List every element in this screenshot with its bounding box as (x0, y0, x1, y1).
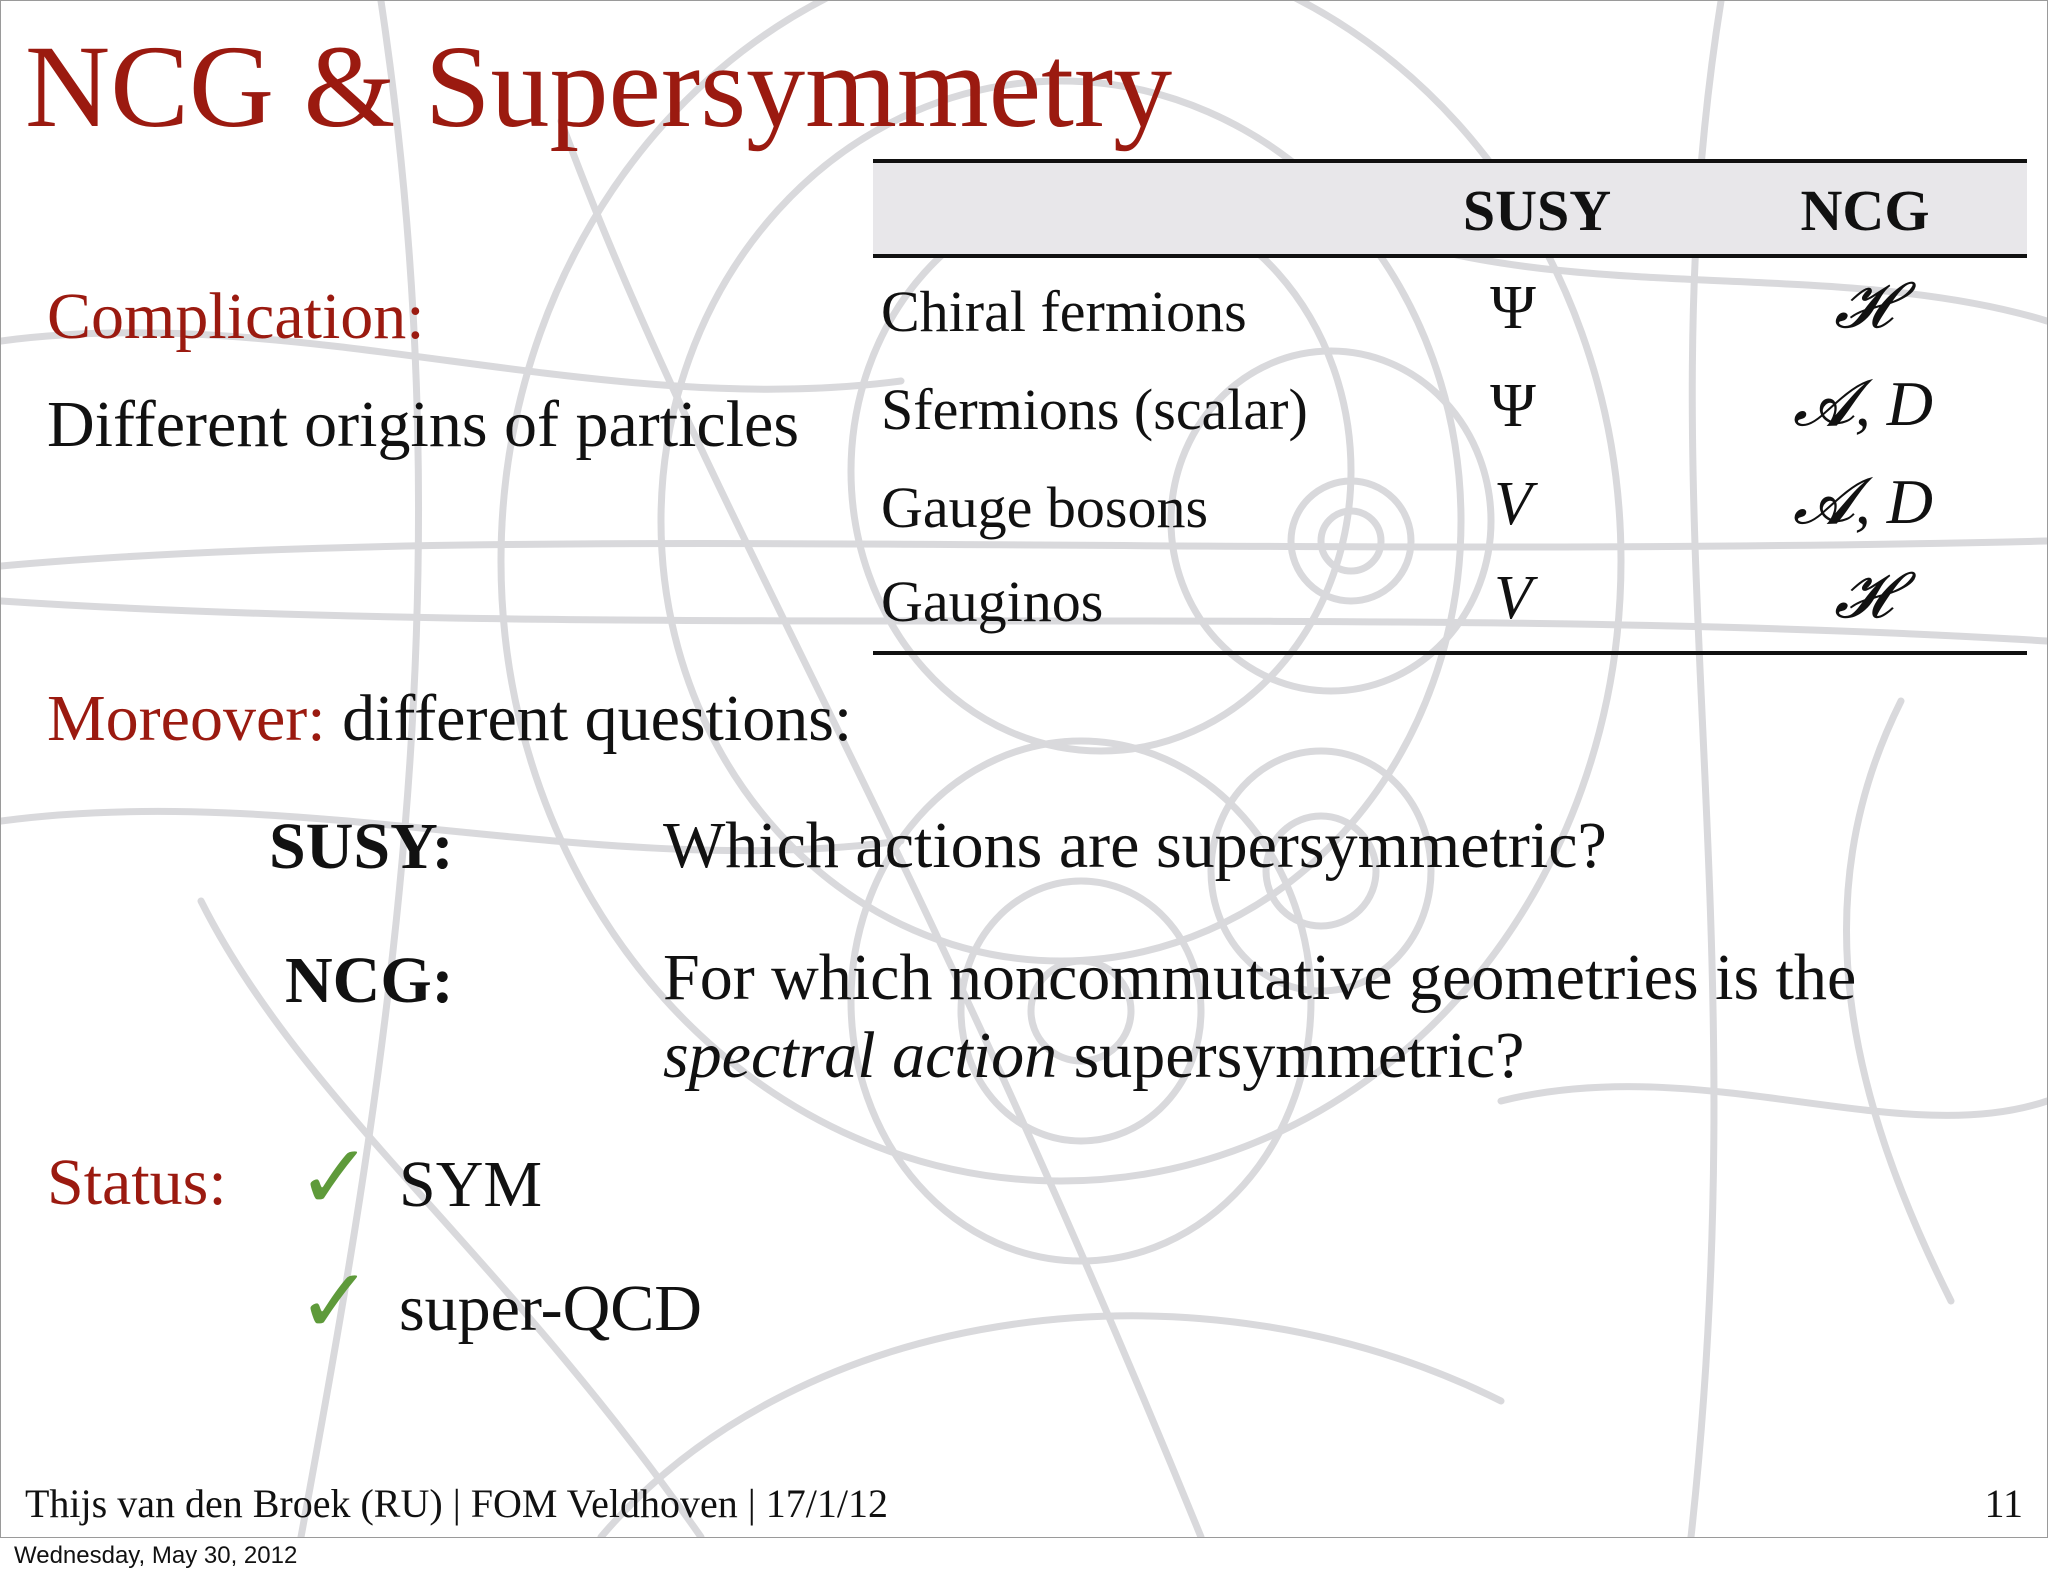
complication-label: Complication: (47, 280, 425, 353)
question-ncg-text-part2: supersymmetric? (1057, 1019, 1525, 1092)
print-date: Wednesday, May 30, 2012 (14, 1542, 298, 1569)
question-ncg-text (663, 939, 2048, 1095)
row-ncg: 𝓐, D (1792, 466, 1934, 537)
row-particle: Sfermions (scalar) (881, 377, 1308, 442)
row-ncg: 𝓗 (1834, 270, 1892, 341)
question-susy-label: SUSY: (269, 810, 454, 883)
comparison-table (873, 159, 2027, 657)
status-label: Status: (47, 1146, 227, 1219)
row-susy: Ψ (1490, 372, 1536, 440)
row-particle: Gauge bosons (881, 475, 1209, 540)
slide-title: NCG & Supersymmetry (25, 21, 1173, 152)
question-ncg-text-part1: For which noncommutative geometries is the (663, 941, 1857, 1014)
header-ncg: NCG (1800, 178, 1930, 243)
row-susy: V (1494, 470, 1532, 538)
row-ncg: 𝓗 (1834, 560, 1892, 631)
table-row (873, 263, 2027, 361)
moreover-label: Moreover: (47, 682, 326, 755)
table-bottom-rule (873, 651, 2027, 655)
page-number: 11 (1984, 1481, 2023, 1526)
moreover-text: different questions: (325, 682, 853, 755)
spectral-action-term: spectral action (663, 1019, 1058, 1092)
row-particle: Chiral fermions (881, 279, 1247, 344)
check-icon: ✓ (297, 1125, 373, 1230)
table-header (873, 159, 2027, 258)
status-item-super-qcd: super-QCD (399, 1272, 702, 1345)
row-particle: Gauginos (881, 569, 1104, 634)
table-row (873, 361, 2027, 459)
row-susy: V (1494, 564, 1532, 632)
table-row (873, 553, 2027, 651)
row-susy: Ψ (1490, 274, 1536, 342)
header-susy: SUSY (1462, 178, 1612, 243)
row-ncg: 𝓐, D (1792, 368, 1934, 439)
question-ncg-label: NCG: (285, 944, 454, 1017)
complication-text: Different origins of particles (47, 388, 800, 461)
moreover-line (47, 679, 852, 759)
slide-footer: Thijs van den Broek (RU) | FOM Veldhoven | 17/1/12 (25, 1481, 888, 1526)
table-row (873, 459, 2027, 557)
question-susy-text: Which actions are supersymmetric? (663, 809, 1607, 882)
status-item-sym: SYM (399, 1148, 543, 1221)
check-icon: ✓ (297, 1249, 373, 1354)
